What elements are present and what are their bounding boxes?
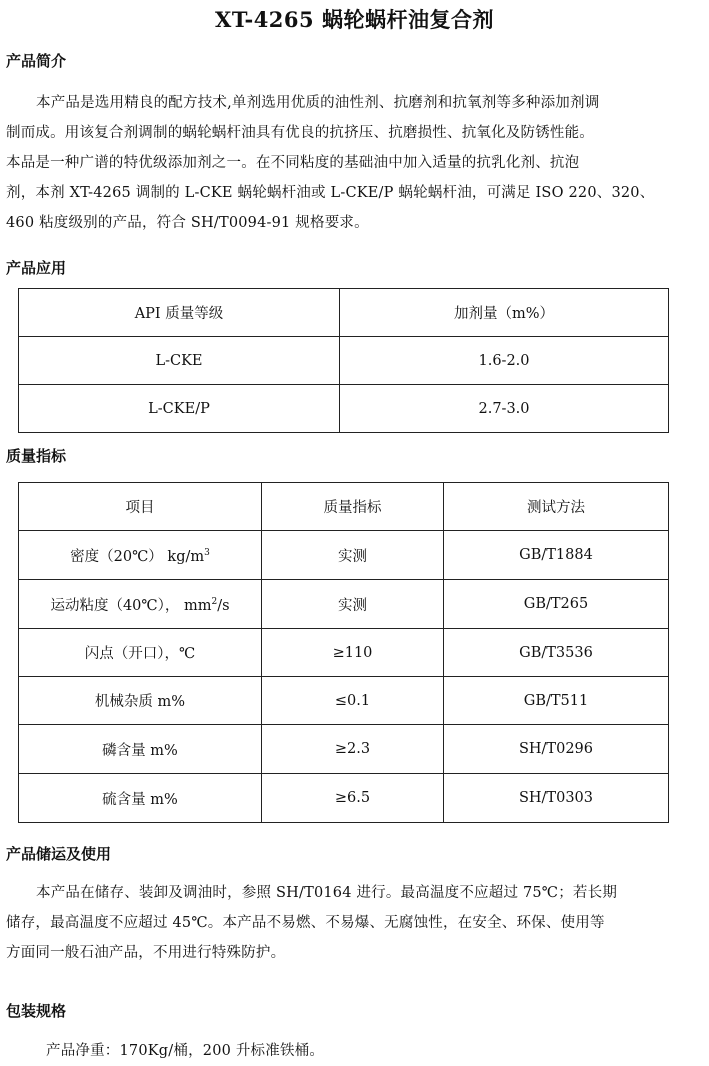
column-header: API 质量等级 <box>19 289 340 337</box>
intro-line: 460 粘度级别的产品，符合 SH/T0094-91 规格要求。 <box>6 215 369 231</box>
page-title: XT-4265 蜗轮蜗杆油复合剂 <box>215 7 494 32</box>
application-table <box>18 288 669 433</box>
table-row <box>19 677 669 725</box>
column-header: 加剂量（m%） <box>340 289 669 337</box>
table-cell: SH/T0296 <box>444 725 669 774</box>
intro-heading: 产品简介 <box>6 52 67 70</box>
table-cell: GB/T265 <box>444 580 669 629</box>
table-cell: 运动粘度（40℃）， $mm^2/s$ <box>19 580 262 629</box>
table-cell: GB/T3536 <box>444 629 669 677</box>
column-header: 测试方法 <box>444 483 669 531</box>
storage-line: 方面同一般石油产品，不用进行特殊防护。 <box>6 945 286 961</box>
table-cell: 硫含量 m% <box>19 774 262 823</box>
table-row <box>19 580 669 629</box>
intro-paragraph <box>6 88 706 238</box>
table-cell: 闪点（开口），℃ <box>19 629 262 677</box>
table-row <box>19 629 669 677</box>
table-cell: ≥2.3 <box>262 725 444 774</box>
table-cell: GB/T1884 <box>444 531 669 580</box>
table-cell: 1.6-2.0 <box>340 337 669 385</box>
table-cell: 磷含量 m% <box>19 725 262 774</box>
packaging-heading: 包装规格 <box>6 1002 67 1020</box>
table-header-row <box>19 483 669 531</box>
intro-line: 制而成。用该复合剂调制的蜗轮蜗杆油具有优良的抗挤压、抗磨损性、抗氧化及防锈性能。 <box>6 125 594 141</box>
table-cell: ≥110 <box>262 629 444 677</box>
table-header-row <box>19 289 669 337</box>
quality-heading: 质量指标 <box>6 447 67 465</box>
table-cell: 密度（20℃） $kg/m^3$ <box>19 531 262 580</box>
storage-line: 本产品在储存、装卸及调油时，参照 SH/T0164 进行。最高温度不应超过 75℃；若长期 <box>36 885 618 901</box>
storage-heading: 产品储运及使用 <box>6 845 112 863</box>
intro-line: 本产品是选用精良的配方技术,单剂选用优质的油性剂、抗磨剂和抗氧剂等多种添加剂调 <box>36 95 600 111</box>
table-row <box>19 385 669 433</box>
table-cell: GB/T511 <box>444 677 669 725</box>
table-cell: SH/T0303 <box>444 774 669 823</box>
table-cell: 实测 <box>262 531 444 580</box>
table-cell: ≥6.5 <box>262 774 444 823</box>
packaging-line: 产品净重：170Kg/桶，200 升标准铁桶。 <box>46 1043 325 1059</box>
table-cell: 实测 <box>262 580 444 629</box>
intro-line: 剂，本剂 XT-4265 调制的 L-CKE 蜗轮蜗杆油或 L-CKE/P 蜗轮蜗杆油，可满足 ISO 220、320、 <box>6 185 655 201</box>
table-row <box>19 531 669 580</box>
table-cell: 2.7-3.0 <box>340 385 669 433</box>
quality-table <box>18 482 669 823</box>
storage-paragraph <box>6 878 706 968</box>
table-cell: 机械杂质 m% <box>19 677 262 725</box>
column-header: 质量指标 <box>262 483 444 531</box>
table-cell: L-CKE/P <box>19 385 340 433</box>
table-cell: ≤0.1 <box>262 677 444 725</box>
table-row <box>19 725 669 774</box>
storage-line: 储存，最高温度不应超过 45℃。本产品不易燃、不易爆、无腐蚀性，在安全、环保、使用等 <box>6 915 605 931</box>
intro-line: 本品是一种广谱的特优级添加剂之一。在不同粘度的基础油中加入适量的抗乳化剂、抗泡 <box>6 155 580 171</box>
application-heading: 产品应用 <box>6 259 67 277</box>
table-row <box>19 774 669 823</box>
table-row <box>19 337 669 385</box>
table-cell: L-CKE <box>19 337 340 385</box>
column-header: 项目 <box>19 483 262 531</box>
